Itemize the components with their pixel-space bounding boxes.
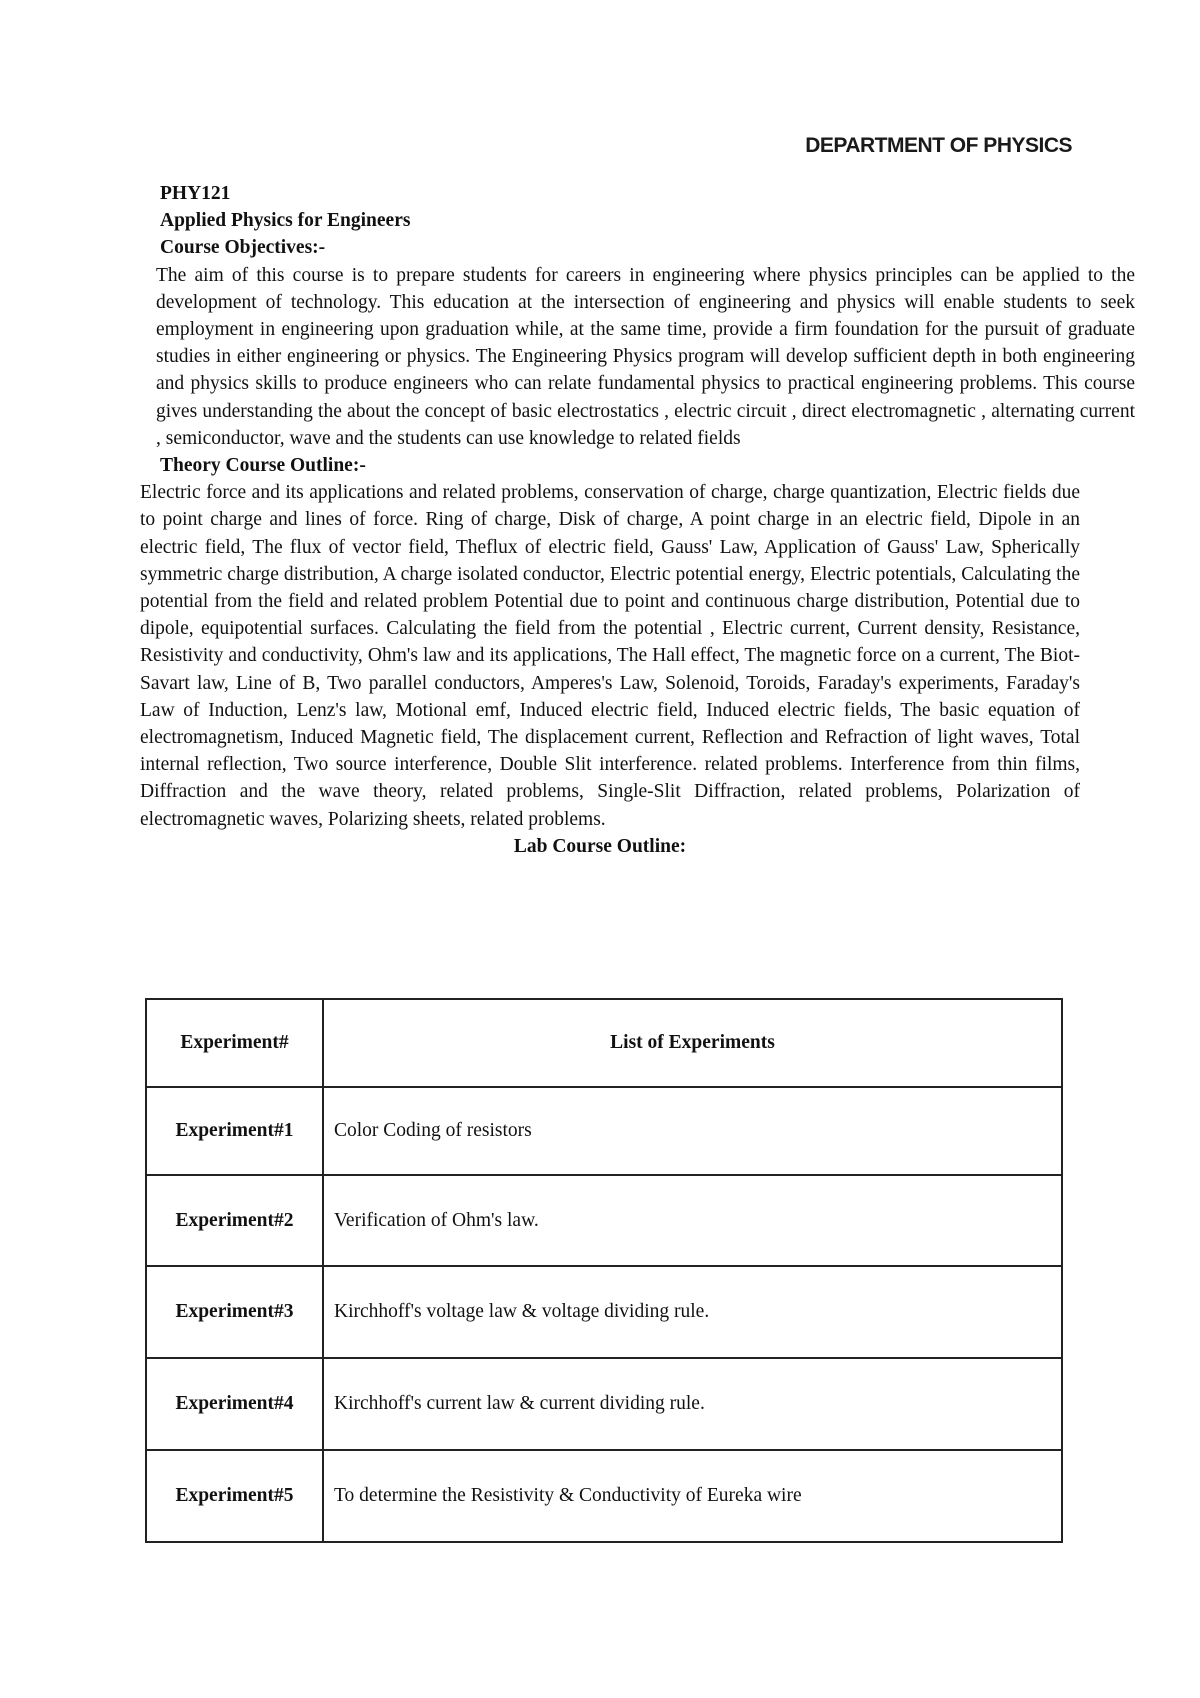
theory-text: Electric force and its applications and related problems, conservation of charge, charge quantization, Electric fields due to point charge and lines of force. Ring of charge, Disk of charge, A point charge in an electric field, Dipole in an electric field, The flux of vector field, Theflux of electric field, Gauss' Law, Application of Gauss' Law, Spherically symmetric charge distribution, A charge isolated conductor, Electric potential energy, Electric potentials, Calculating the potential from the field and related problem Potential due to point and continuous charge distribution, Potential due to dipole, equipotential surfaces. Calculating the field from the potential , Electric current, Current density, Resistance, Resistivity and conductivity, Ohm's law and its applications, The Hall effect, The magnetic force on a current, The Biot- Savart law, Line of B, Two parallel conductors, Amperes's Law, Solenoid, Toroids, Faraday's experiments, Faraday's Law of Induction, Lenz's law, Motional emf, Induced electric field, Induced electric fields, The basic equation of electromagnetism, Induced Magnetic field, The displacement current, Reflection and Refraction of light waves, Total internal reflection, Two source interference, Double Slit interference. related problems. Interference from thin films, Diffraction and the wave theory, related problems, Single-Slit Diffraction, related problems, Polarization of electromagnetic waves, Polarizing sheets, related problems. bbox=[140, 482, 1080, 830]
experiment-name: To determine the Resistivity & Conductivity of Eureka wire bbox=[323, 1450, 1062, 1542]
table-row bbox=[146, 1266, 1062, 1358]
experiment-name: Color Coding of resistors bbox=[323, 1087, 1062, 1175]
table-row bbox=[146, 1358, 1062, 1450]
objectives-text: The aim of this course is to prepare students for careers in engineering where physics principles can be applied to the development of technology. This education at the intersection of engineering and physics will enable students to seek employment in engineering upon graduation while, at the same time, provide a firm foundation for the pursuit of graduate studies in either engineering or physics. The Engineering Physics program will develop sufficient depth in both engineering and physics skills to produce engineers who can relate fundamental physics to practical engineering problems. This course gives understanding the about the concept of basic electrostatics , electric circuit , direct electromagnetic , alternating current , semiconductor, wave and the students can use knowledge to related fields bbox=[156, 264, 1135, 449]
table-row bbox=[146, 1087, 1062, 1175]
experiment-name: Kirchhoff's current law & current dividing rule. bbox=[323, 1358, 1062, 1450]
experiment-number: Experiment#3 bbox=[146, 1266, 323, 1358]
objectives-heading: Course Objectives:- bbox=[160, 237, 326, 259]
experiment-number: Experiment#4 bbox=[146, 1358, 323, 1450]
header-experiment-number: Experiment# bbox=[146, 999, 323, 1087]
course-code: PHY121 bbox=[160, 183, 231, 204]
course-title: Applied Physics for Engineers bbox=[160, 210, 411, 232]
experiment-name: Verification of Ohm's law. bbox=[323, 1175, 1062, 1266]
table-row bbox=[146, 1450, 1062, 1542]
experiment-number: Experiment#1 bbox=[146, 1087, 323, 1175]
experiment-number: Experiment#5 bbox=[146, 1450, 323, 1542]
experiment-number: Experiment#2 bbox=[146, 1175, 323, 1266]
course-content bbox=[140, 180, 1135, 860]
table-header-row bbox=[146, 999, 1062, 1087]
header-experiment-list: List of Experiments bbox=[323, 999, 1062, 1087]
theory-heading: Theory Course Outline:- bbox=[160, 455, 366, 477]
table-row bbox=[146, 1175, 1062, 1266]
lab-heading: Lab Course Outline: bbox=[513, 835, 687, 857]
experiment-name: Kirchhoff's voltage law & voltage dividing rule. bbox=[323, 1266, 1062, 1358]
department-header: DEPARTMENT OF PHYSICS bbox=[805, 134, 1072, 157]
lab-experiments-table bbox=[145, 998, 1063, 1543]
